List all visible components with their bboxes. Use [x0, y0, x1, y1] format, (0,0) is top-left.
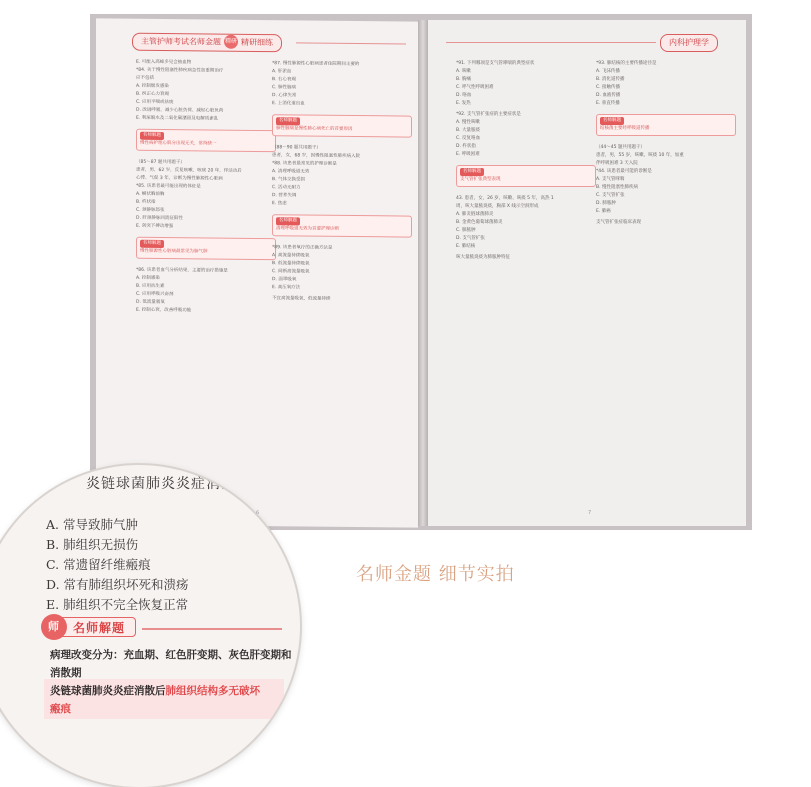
- solution-note: [272, 214, 412, 237]
- zoom-option: E. 肺组织不完全恢复正常: [46, 597, 189, 612]
- answer-option: B. 慢性阻塞性肺疾病: [596, 185, 638, 190]
- answer-option: E. 可能入高峰多见会抽血物: [136, 59, 192, 66]
- answer-option: D. 肺脓肿: [596, 201, 616, 206]
- zoom-option: C. 常遗留纤维瘢痕: [46, 557, 151, 572]
- answer-option: C. 反复咯血: [456, 136, 481, 141]
- solution-note-label: 名师解题: [276, 117, 300, 125]
- question-text: （85～87 题共用题干）: [136, 159, 185, 166]
- answer-option: B. 胸痛: [456, 77, 471, 82]
- answer-option: D. 杵状指: [456, 144, 476, 149]
- answer-option: C. 应用平喘或祛痰: [136, 99, 174, 106]
- explanation-text: 炎链球菌肺炎炎症消散后: [50, 685, 166, 697]
- zoom-option: D. 常有肺组织坏死和溃疡: [46, 577, 189, 592]
- answer-option: B. 纠正心力衰竭: [136, 91, 169, 98]
- spacer: [456, 159, 596, 162]
- right-column-2: [596, 60, 736, 227]
- answer-option: D. 肝颈静脉回流征阳性: [136, 215, 183, 222]
- spacer: [272, 208, 412, 212]
- spacer: [272, 108, 412, 112]
- explanation-line: 病理改变分为：充血期、红色肝变期、灰色肝变期和: [50, 649, 292, 661]
- question-text: *84. 关于慢性阻塞性肺疾病急性加重期治疗: [136, 67, 224, 74]
- question-text: 心悸、气促 3 年，诊断为慢性肺源性心脏病: [136, 175, 223, 182]
- answer-option: D. 面罩吸氧: [272, 277, 297, 283]
- spacer: [596, 108, 736, 111]
- solution-note: [272, 114, 412, 137]
- question-text: 43. 患者，女，26 岁，咳嗽、咳痰 5 年，高热 1: [456, 196, 554, 201]
- answer-option: C. 间断高流量吸氧: [272, 269, 310, 275]
- answer-option: C. 肺性脑病: [272, 85, 297, 91]
- solution-note-text: 结核菌主要经呼吸道传播: [600, 126, 650, 131]
- question-text: *91. 下列哪项是支气管哮喘的典型症状: [456, 61, 535, 66]
- answer-option: E. 焦虑: [272, 201, 287, 207]
- answer-option: E. 肺癌: [596, 209, 611, 214]
- badge-rule: [142, 628, 282, 630]
- answer-option: E. 控制心衰，改善呼吸功能: [136, 307, 192, 314]
- question-text: *44. 该患者最可能的诊断是: [596, 169, 652, 174]
- solution-note: [136, 237, 276, 260]
- left-column-2: [272, 60, 412, 304]
- book-gutter: [418, 20, 428, 526]
- zoom-question-stem: 炎链球菌肺炎炎症消散后: [86, 476, 251, 492]
- solution-note-label: 名师解题: [276, 217, 300, 225]
- answer-option: D. 咯血: [456, 93, 472, 98]
- answer-option: D. 支气管扩张: [456, 236, 485, 241]
- question-text: （88～90 题共用题干）: [272, 145, 321, 151]
- answer-option: B. 大量脓痰: [456, 128, 480, 133]
- answer-option: E. 呼吸困难: [456, 152, 480, 157]
- answer-option: E. 发热: [456, 101, 471, 106]
- question-text: 咳大量脓臭痰为肺脓肿特征: [456, 255, 510, 260]
- question-text: 应不包括: [136, 75, 154, 81]
- header-rule: [446, 42, 656, 43]
- answer-option: D. 心律失常: [272, 93, 297, 99]
- question-text: 患者，男，55 岁，咳嗽、咳痰 10 年，加重: [596, 153, 684, 158]
- question-text: 周，咳大量脓臭痰，胸部 X 线示空洞形成: [456, 204, 539, 209]
- answer-option: B. 金黄色葡萄球菌肺炎: [456, 220, 503, 225]
- explanation-line: 消散期: [50, 667, 82, 679]
- zoom-option: A. 常导致肺气肿: [46, 517, 138, 532]
- question-text: *93. 肺结核的主要传播途径是: [596, 61, 657, 66]
- right-column-1: [456, 60, 596, 262]
- question-text: 患者，女，68 岁，因慢性阻塞性肺疾病入院: [272, 153, 361, 160]
- question-text: *87. 慢性肺源性心脏病患者住院期间主要的: [272, 61, 360, 68]
- answer-option: A. 清理呼吸道无效: [272, 169, 310, 175]
- solution-note-text: 慢性肺源性心脏病最常见为肺气肿: [140, 248, 208, 255]
- question-text: *89. 该患者氧疗的正确方法是: [272, 245, 333, 251]
- left-page: [96, 18, 418, 527]
- answer-option: E. 上消化道出血: [272, 101, 305, 107]
- question-text: 支气管扩张症临床表现: [596, 220, 641, 225]
- question-text: 伴呼吸困难 3 天入院: [596, 161, 638, 166]
- answer-option: A. 肺炎链球菌肺炎: [456, 212, 494, 217]
- magnifier-zoom-circle: [0, 465, 300, 787]
- teacher-icon: 师: [41, 614, 67, 640]
- header-badge-icon: 精研: [224, 35, 238, 49]
- question-text: （44～45 题共用题干）: [596, 145, 645, 150]
- answer-option: B. 气体交换受损: [272, 177, 305, 183]
- answer-option: A. 慢性咳嗽: [456, 120, 480, 125]
- answer-option: D. 营养失调: [272, 193, 297, 199]
- answer-option: C. 接触传播: [596, 85, 621, 90]
- answer-option: B. 右心衰竭: [272, 77, 296, 83]
- question-text: *85. 该患者最可能出现的体征是: [136, 183, 201, 190]
- solution-note-text: 支气管扩张典型表现: [460, 177, 501, 182]
- solution-note: [456, 165, 596, 187]
- answer-option: E. 肺结核: [456, 244, 476, 249]
- solution-note: [136, 129, 276, 152]
- answer-option: E. 垂直传播: [596, 101, 620, 106]
- left-column-1: [136, 59, 276, 316]
- page-number: 6: [256, 509, 260, 517]
- solution-note-label: 名师解题: [600, 117, 624, 125]
- answer-option: A. 高流量持续吸氧: [272, 253, 310, 259]
- solution-note-text: 肺性脑病是慢性肺心病死亡的首要原因: [276, 126, 353, 133]
- answer-option: B. 应用抗生素: [136, 283, 165, 290]
- question-text: 患者，男，62 岁，反复咳嗽、咳痰 20 年，伴活动后: [136, 167, 242, 174]
- answer-option: E. 高压氧疗法: [272, 285, 301, 291]
- solution-note: [596, 114, 736, 136]
- answer-option: D. 改进呼吸，减少心脏负荷、减轻心脏负荷: [136, 107, 224, 114]
- answer-option: D. 低流量吸氧: [136, 299, 165, 306]
- open-book-photo: [90, 14, 752, 530]
- answer-option: E. 利尿脱水及二氧化碳潴留及电解质紊乱: [136, 115, 219, 122]
- header-rule: [296, 42, 406, 44]
- left-page-header: [132, 33, 282, 53]
- explanation-line: [50, 683, 260, 698]
- answer-option: D. 血液传播: [596, 93, 621, 98]
- answer-option: A. 控制继发感染: [136, 83, 169, 90]
- page-number: 7: [588, 510, 592, 516]
- answer-option: A. 咳嗽: [456, 69, 471, 74]
- solution-note-label: 名师解题: [460, 168, 484, 176]
- right-page: [428, 20, 746, 526]
- spacer: [136, 231, 276, 235]
- question-text: 不宜高流量吸氧，低流量持续: [272, 296, 331, 302]
- answer-option: C. 呼气性呼吸困难: [456, 85, 494, 90]
- explanation-line: 瘢痕: [50, 703, 71, 715]
- teacher-solution-badge: [48, 617, 136, 637]
- answer-option: A. 肝淤血: [272, 69, 292, 75]
- answer-option: C. 肺脓肿: [456, 228, 476, 233]
- answer-option: C. 活动无耐力: [272, 185, 301, 191]
- right-page-header: 内科护理学: [660, 34, 718, 52]
- answer-option: E. 剑突下搏动增强: [136, 223, 174, 230]
- teacher-solution-label: 名师解题: [73, 621, 126, 635]
- question-text: *88. 该患者最常见的护理诊断是: [272, 161, 337, 167]
- answer-option: C. 支气管扩张: [596, 193, 625, 198]
- answer-option: A. 桶状胸前胸: [136, 191, 165, 198]
- answer-option: C. 应用呼吸兴奋剂: [136, 291, 174, 298]
- explanation-highlight: 肺组织结构多无破坏: [165, 685, 260, 697]
- zoom-option: B. 肺组织无损伤: [46, 537, 139, 552]
- left-header-title: 主管护师考试名师金题: [141, 36, 221, 47]
- question-text: *92. 支气管扩张症的主要症状是: [456, 112, 521, 117]
- caption: 名师金题 细节实拍: [356, 564, 515, 585]
- left-header-tail: 精研细练: [241, 37, 273, 48]
- answer-option: B. 低流量持续吸氧: [272, 261, 310, 267]
- solution-note-label: 名师解题: [140, 132, 164, 140]
- answer-option: A. 控制感染: [136, 275, 160, 281]
- answer-option: A. 飞沫传播: [596, 69, 620, 74]
- solution-note-text: 清理呼吸道无效为首要护理诊断: [276, 226, 339, 232]
- question-text: *86. 该患者血气分析结果，主要的治疗措施是: [136, 267, 228, 274]
- answer-option: A. 支气管哮喘: [596, 177, 625, 182]
- answer-option: B. 杵状指: [136, 199, 156, 205]
- solution-note-text: 慢性病护理心肌分出现无关，常持续一: [140, 140, 217, 147]
- solution-note-label: 名师解题: [140, 240, 164, 248]
- answer-option: C. 颈静脉怒张: [136, 207, 165, 214]
- answer-option: B. 消化道传播: [596, 77, 625, 82]
